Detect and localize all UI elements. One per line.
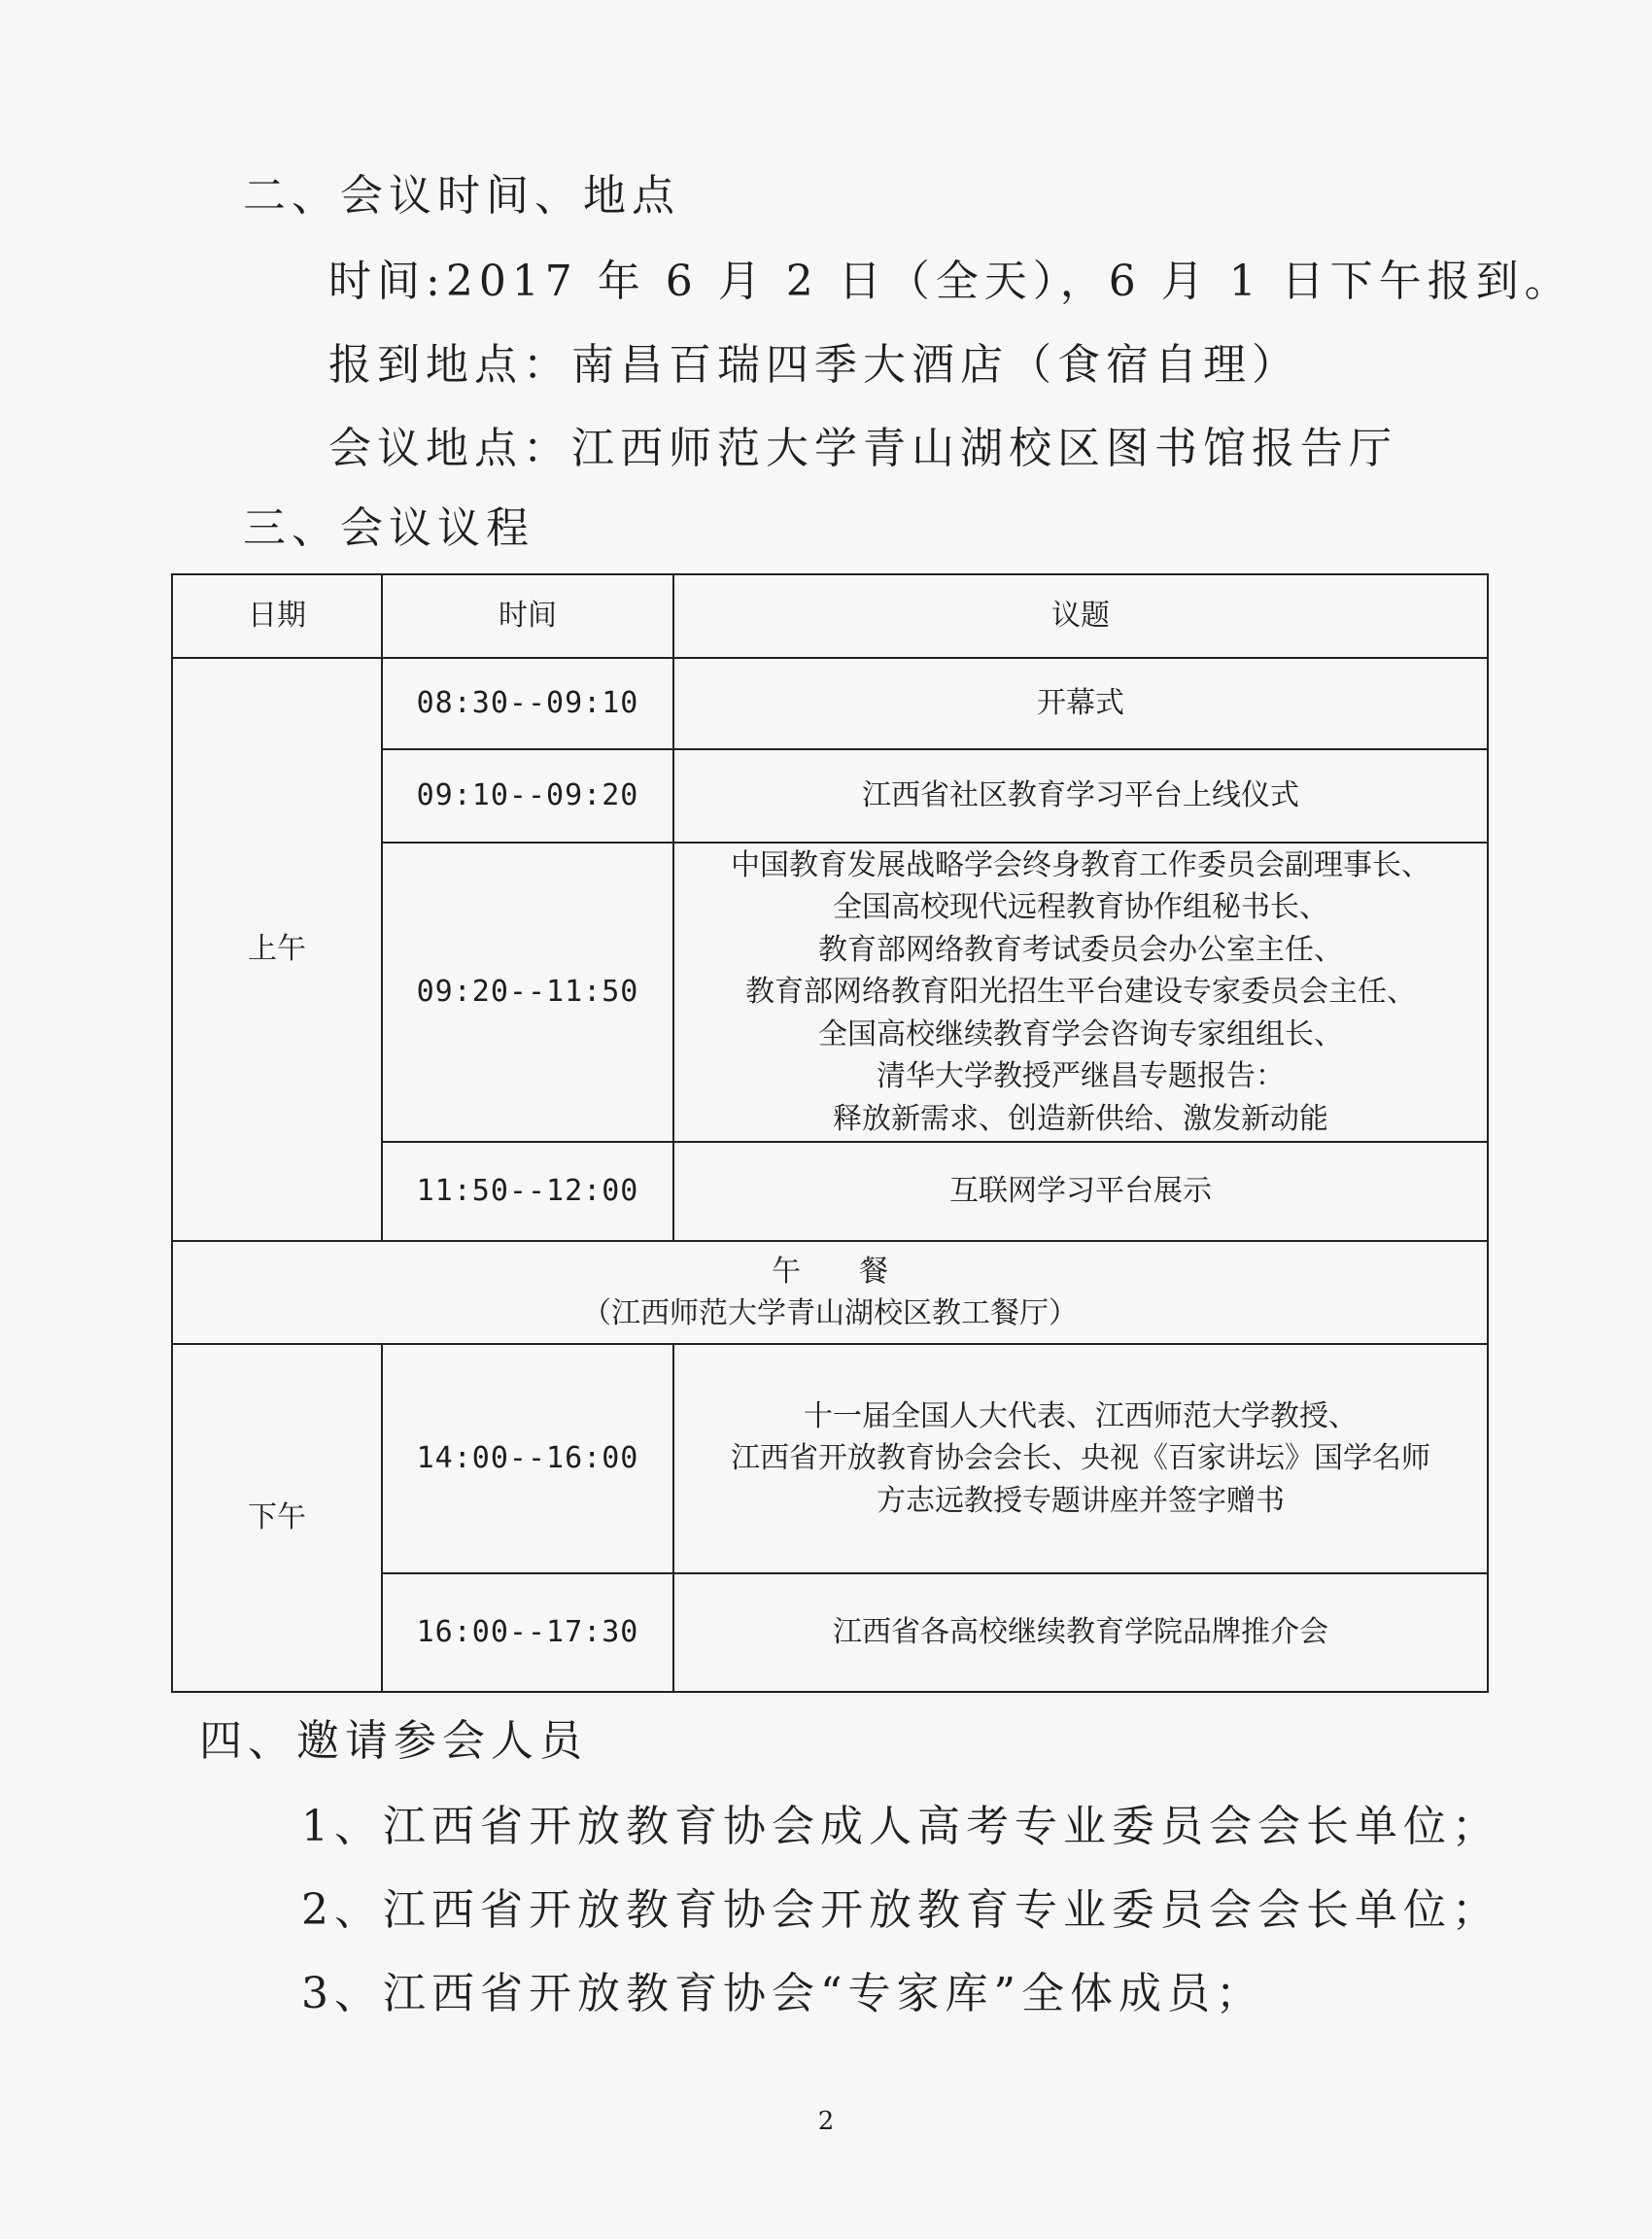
row-time: 11:50--12:00 xyxy=(382,1142,673,1241)
checkin-location: 报到地点：南昌百瑞四季大酒店（食宿自理） xyxy=(328,340,1300,390)
topic-line: 教育部网络教育阳光招生平台建设专家委员会主任、 xyxy=(745,975,1416,1010)
lunch-location: （江西师范大学青山湖校区教工餐厅） xyxy=(582,1296,1078,1330)
row-time: 09:20--11:50 xyxy=(382,843,673,1142)
topic-line: 全国高校现代远程教育协作组秘书长、 xyxy=(833,890,1328,925)
row-topic xyxy=(673,843,1488,1142)
row-time: 08:30--09:10 xyxy=(382,658,673,749)
topic-line: 教育部网络教育考试委员会办公室主任、 xyxy=(818,932,1343,967)
section3-heading: 三、会议议程 xyxy=(243,503,534,553)
row-topic xyxy=(673,1573,1488,1692)
row-topic xyxy=(673,749,1488,843)
meeting-venue: 会议地点：江西师范大学青山湖校区图书馆报告厅 xyxy=(328,424,1397,473)
page-number: 2 xyxy=(817,2107,835,2136)
header-date: 日期 xyxy=(172,574,382,658)
topic-line: 清华大学教授严继昌专题报告： xyxy=(877,1059,1285,1094)
topic-line: 释放新需求、创造新供给、激发新动能 xyxy=(833,1101,1328,1136)
invitee-item: 3、江西省开放教育协会“专家库”全体成员； xyxy=(301,1969,1264,2018)
table-row xyxy=(172,658,1488,749)
afternoon-label: 下午 xyxy=(172,1344,382,1692)
topic-line: 全国高校继续教育学会咨询专家组组长、 xyxy=(818,1016,1343,1051)
row-time: 14:00--16:00 xyxy=(382,1344,673,1573)
topic-line: 江西省开放教育协会会长、央视《百家讲坛》国学名师 xyxy=(731,1441,1430,1476)
lunch-cell xyxy=(172,1241,1488,1344)
row-topic xyxy=(673,1142,1488,1241)
topic-line: 中国教育发展战略学会终身教育工作委员会副理事长、 xyxy=(731,847,1430,882)
section4-heading: 四、邀请参会人员 xyxy=(199,1716,588,1766)
lunch-title: 午餐 xyxy=(772,1254,946,1289)
topic-line: 江西省各高校继续教育学院品牌推介会 xyxy=(833,1615,1328,1650)
morning-label: 上午 xyxy=(172,658,382,1241)
agenda-table xyxy=(171,573,1489,1693)
lunch-row xyxy=(172,1241,1488,1344)
invitee-item: 1、江西省开放教育协会成人高考专业委员会会长单位； xyxy=(301,1802,1500,1851)
topic-line: 十一届全国人大代表、江西师范大学教授、 xyxy=(804,1398,1358,1433)
header-time: 时间 xyxy=(382,574,673,658)
invitee-item: 2、江西省开放教育协会开放教育专业委员会会长单位； xyxy=(301,1885,1500,1935)
topic-line: 互联网学习平台展示 xyxy=(949,1174,1212,1209)
meeting-time: 时间:2017 年 6 月 2 日（全天），6 月 1 日下午报到。 xyxy=(328,257,1573,306)
table-header-row xyxy=(172,574,1488,658)
row-topic xyxy=(673,1344,1488,1573)
header-topic: 议题 xyxy=(673,574,1488,658)
table-row xyxy=(172,1344,1488,1573)
row-topic xyxy=(673,658,1488,749)
section2-heading: 二、会议时间、地点 xyxy=(243,171,680,221)
row-time: 16:00--17:30 xyxy=(382,1573,673,1692)
topic-line: 方志远教授专题讲座并签字赠书 xyxy=(877,1483,1285,1518)
topic-line: 江西省社区教育学习平台上线仪式 xyxy=(862,778,1299,813)
row-time: 09:10--09:20 xyxy=(382,749,673,843)
topic-line: 开幕式 xyxy=(1037,686,1124,721)
